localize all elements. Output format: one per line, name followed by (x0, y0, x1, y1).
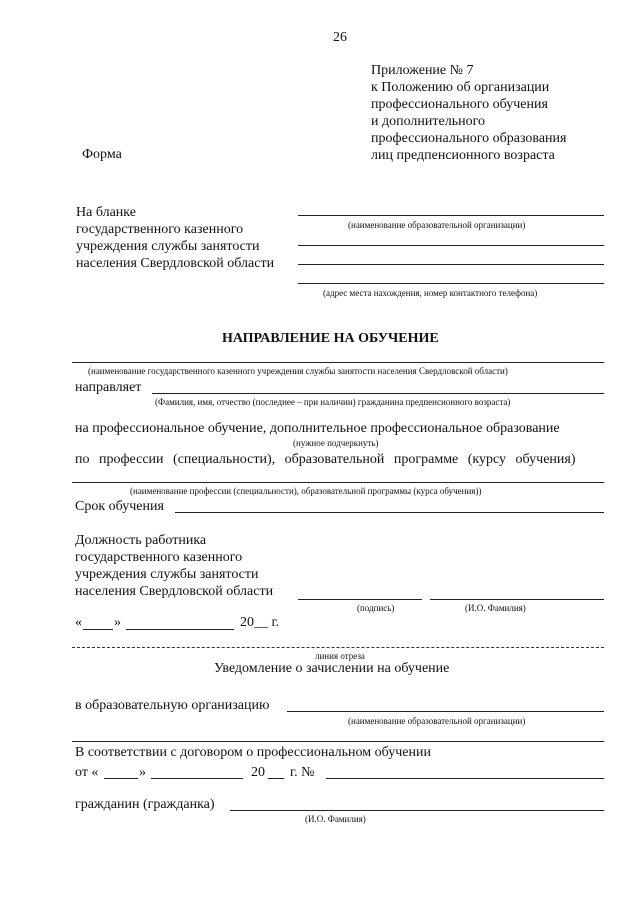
term-label: Срок обучения (75, 499, 164, 514)
date-year: 20__ г. (240, 615, 280, 630)
address-line[interactable] (298, 264, 604, 265)
contract-year: 20 (251, 765, 265, 780)
contract-number-line[interactable] (326, 778, 604, 779)
position-line: населения Свердловской области (75, 584, 274, 599)
address-hint: (адрес места нахождения, номер контактного телефона) (323, 288, 538, 298)
signature-hint: (подпись) (357, 603, 395, 613)
address-line-2[interactable] (298, 283, 604, 284)
contract-year-line[interactable] (268, 778, 284, 779)
date-day-line[interactable] (83, 629, 113, 630)
date-month-line[interactable] (126, 629, 234, 630)
page-number: 26 (333, 30, 347, 45)
position-line: государственного казенного (75, 550, 243, 565)
main-title: НАПРАВЛЕНИЕ НА ОБУЧЕНИЕ (222, 331, 439, 346)
letterhead-line: населения Свердловской области (76, 256, 275, 271)
citizen-line[interactable] (230, 810, 604, 811)
position-block (75, 532, 273, 600)
appendix-line: к Положению об организации (371, 80, 550, 95)
io-fio-hint: (И.О. Фамилия) (465, 603, 526, 613)
contract-month-line[interactable] (151, 778, 243, 779)
position-line: учреждения службы занятости (75, 567, 259, 582)
org-name-line-2[interactable] (298, 245, 604, 246)
to-org-line[interactable] (287, 711, 604, 712)
training-type: на профессиональное обучение, дополнительное профессиональное образование (75, 421, 560, 436)
profession-hint: (наименование профессии (специальности), образовательной программы (курса обучения)) (130, 486, 482, 496)
appendix-line: Приложение № 7 (371, 63, 474, 78)
date-close-quote: » (114, 615, 121, 630)
date-open-quote: « (75, 615, 82, 630)
appendix-line: лиц предпенсионного возраста (371, 148, 555, 163)
contract-text: В соответствии с договором о профессиональном обучении (75, 745, 431, 760)
profession-line[interactable] (72, 482, 604, 483)
citizen-io-fio-hint: (И.О. Фамилия) (305, 814, 366, 824)
letterhead-line: На бланке (76, 205, 136, 220)
appendix-block (371, 62, 566, 164)
to-org-line-2[interactable] (72, 741, 604, 742)
signature-line[interactable] (298, 599, 422, 600)
employment-center-hint: (наименование государственного казенного учреждения службы занятости населения Свердловской области) (88, 366, 508, 376)
letterhead-block (76, 204, 274, 272)
org-name-line[interactable] (298, 215, 604, 216)
citizen-fio-hint: (Фамилия, имя, отчество (последнее – при наличии) гражданина предпенсионного возраста) (155, 397, 511, 407)
position-line: Должность работника (75, 533, 207, 548)
cut-line-label: линия отреза (315, 651, 365, 661)
appendix-line: и дополнительного (371, 114, 485, 129)
to-org-label: в образовательную организацию (75, 698, 270, 713)
cut-line (72, 647, 604, 648)
notice-title: Уведомление о зачислении на обучение (214, 661, 450, 676)
contract-day-line[interactable] (104, 778, 138, 779)
citizen-label: гражданин (гражданка) (75, 797, 215, 812)
directs-label: направляет (75, 380, 142, 395)
letterhead-line: государственного казенного (76, 222, 244, 237)
to-org-hint: (наименование образовательной организации) (348, 716, 526, 726)
org-name-hint: (наименование образовательной организации) (348, 220, 526, 230)
underline-hint: (нужное подчеркнуть) (293, 438, 379, 448)
by-profession: по профессии (специальности), образовательной программе (курсу обучения) (75, 452, 576, 467)
contract-number-label: г. № (290, 765, 315, 780)
appendix-line: профессионального обучения (371, 97, 548, 112)
citizen-fio-line[interactable] (152, 393, 604, 394)
io-fio-line[interactable] (430, 599, 604, 600)
appendix-line: профессионального образования (371, 131, 567, 146)
contract-close-quote: » (139, 765, 146, 780)
contract-date-prefix: от « (75, 765, 99, 780)
employment-center-line[interactable] (72, 362, 604, 363)
form-label: Форма (82, 147, 122, 162)
term-line[interactable] (175, 512, 604, 513)
letterhead-line: учреждения службы занятости (76, 239, 260, 254)
